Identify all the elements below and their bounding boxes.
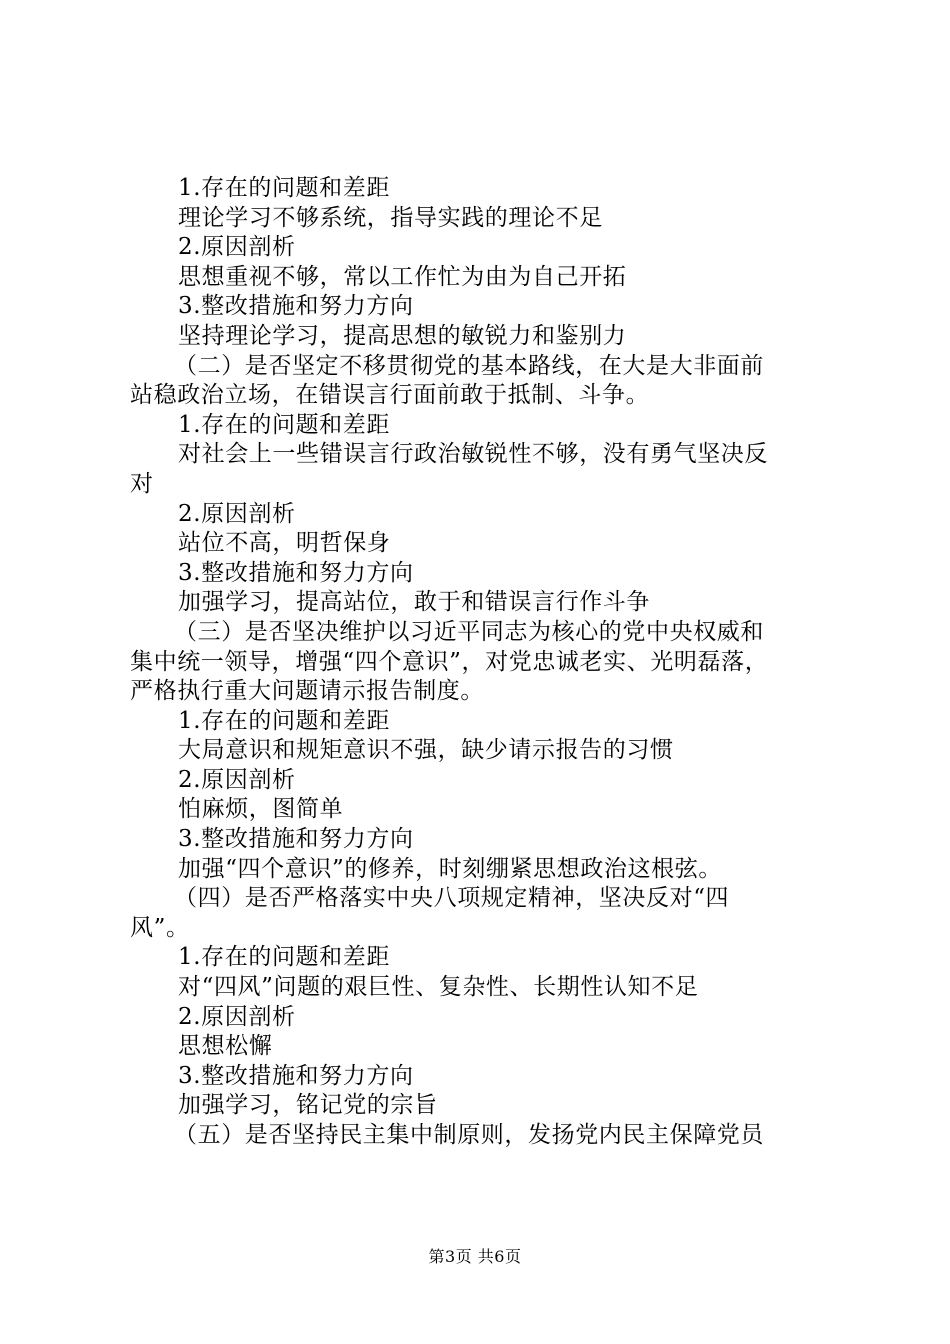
- text-line: 2.原因剖析: [178, 766, 296, 793]
- text-line: 3.整改措施和努力方向: [178, 293, 414, 320]
- text-line: 3.整改措施和努力方向: [178, 1062, 414, 1089]
- text-line: 严格执行重大问题请示报告制度。: [130, 678, 484, 705]
- document-body: [130, 174, 845, 1151]
- text-line: （五）是否坚持民主集中制原则，发扬党内民主保障党员: [174, 1122, 764, 1148]
- text-line: 对“四风”问题的艰巨性、复杂性、长期性认知不足: [178, 974, 699, 1001]
- text-line: 站稳政治立场，在错误言行面前敢于抵制、斗争。: [130, 382, 650, 409]
- text-line: 加强学习，提高站位，敢于和错误言行作斗争: [178, 589, 650, 616]
- text-line: 2.原因剖析: [178, 234, 296, 261]
- text-line: 3.整改措施和努力方向: [178, 826, 414, 853]
- text-line: 思想重视不够，常以工作忙为由为自己开拓: [178, 263, 627, 290]
- text-line: （三）是否坚决维护以习近平同志为核心的党中央权威和: [174, 618, 764, 645]
- text-line: 3.整改措施和努力方向: [178, 559, 414, 586]
- text-line: 1.存在的问题和差距: [178, 707, 390, 734]
- text-line: （四）是否严格落实中央八项规定精神，坚决反对“四: [174, 885, 730, 912]
- text-line: 思想松懈: [178, 1033, 273, 1060]
- text-line: （二）是否坚定不移贯彻党的基本路线，在大是大非面前: [174, 352, 764, 379]
- text-line: 1.存在的问题和差距: [178, 175, 390, 201]
- text-line: 2.原因剖析: [178, 500, 296, 527]
- text-line: 对: [130, 470, 154, 497]
- page-footer: 第3页 共6页: [428, 1247, 522, 1266]
- text-line: 大局意识和规矩意识不强，缺少请示报告的习惯: [178, 737, 674, 764]
- text-line: 怕麻烦，图简单: [178, 796, 344, 823]
- text-line: 理论学习不够系统，指导实践的理论不足: [178, 204, 603, 231]
- text-line: 2.原因剖析: [178, 1003, 296, 1030]
- text-line: 风”。: [130, 914, 190, 941]
- text-line: 集中统一领导，增强“四个意识”，对党忠诚老实、光明磊落，: [130, 648, 769, 675]
- text-line: 1.存在的问题和差距: [178, 411, 390, 438]
- text-line: 对社会上一些错误言行政治敏锐性不够，没有勇气坚决反: [178, 441, 768, 468]
- text-line: 1.存在的问题和差距: [178, 944, 390, 971]
- text-line: 站位不高，明哲保身: [178, 530, 391, 557]
- text-line: 加强学习，铭记党的宗旨: [178, 1092, 438, 1119]
- text-line: 坚持理论学习，提高思想的敏锐力和鉴别力: [178, 322, 627, 349]
- text-line: 加强“四个意识”的修养，时刻绷紧思想政治这根弦。: [178, 855, 722, 882]
